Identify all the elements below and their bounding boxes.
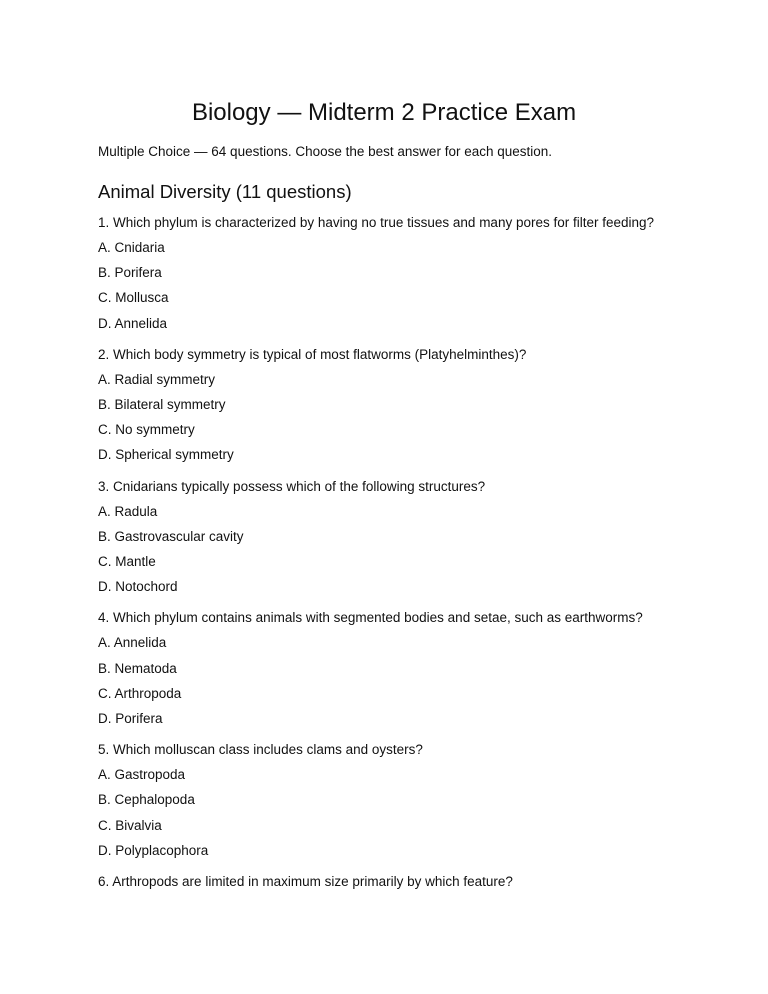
answer-option: C. Mollusca xyxy=(98,290,169,306)
question-text: 2. Which body symmetry is typical of most flatworms (Platyhelminthes)? xyxy=(98,346,527,362)
answer-option: D. Spherical symmetry xyxy=(98,447,234,463)
answer-option: C. Bivalvia xyxy=(98,817,162,833)
answer-option: C. No symmetry xyxy=(98,422,195,438)
answer-option: A. Cnidaria xyxy=(98,240,165,255)
answer-option: A. Annelida xyxy=(98,635,167,651)
question-text: 5. Which molluscan class includes clams and oysters? xyxy=(98,742,423,758)
answer-option: D. Porifera xyxy=(98,711,163,727)
instructions: Multiple Choice — 64 questions. Choose the best answer for each question. xyxy=(98,144,553,159)
answer-option: D. Notochord xyxy=(98,579,178,595)
answer-option: C. Mantle xyxy=(98,554,156,570)
question-4 xyxy=(98,605,698,731)
question-list xyxy=(98,210,698,900)
answer-option: C. Arthropoda xyxy=(98,685,182,701)
answer-option: B. Bilateral symmetry xyxy=(98,397,226,413)
question-1 xyxy=(98,210,698,336)
question-text: 3. Cnidarians typically possess which of the following structures? xyxy=(98,478,486,494)
question-6 xyxy=(98,869,698,894)
answer-option: B. Porifera xyxy=(98,265,162,281)
question-text: 6. Arthropods are limited in maximum size primarily by which feature? xyxy=(98,874,513,890)
answer-option: D. Polyplacophora xyxy=(98,842,209,858)
answer-option: A. Radial symmetry xyxy=(98,371,216,387)
answer-option: B. Cephalopoda xyxy=(98,792,195,808)
answer-option: D. Annelida xyxy=(98,315,168,331)
question-text: 1. Which phylum is characterized by having no true tissues and many pores for filter feeding? xyxy=(98,215,655,230)
question-2 xyxy=(98,342,698,468)
question-3 xyxy=(98,474,698,600)
answer-option: B. Nematoda xyxy=(98,660,177,676)
question-5 xyxy=(98,737,698,863)
page-title: Biology — Midterm 2 Practice Exam xyxy=(191,99,577,126)
answer-option: A. Gastropoda xyxy=(98,767,186,783)
section-heading: Animal Diversity (11 questions) xyxy=(98,181,352,202)
answer-option: A. Radula xyxy=(98,503,158,519)
question-text: 4. Which phylum contains animals with segmented bodies and setae, such as earthworms? xyxy=(98,610,643,626)
answer-option: B. Gastrovascular cavity xyxy=(98,528,244,544)
